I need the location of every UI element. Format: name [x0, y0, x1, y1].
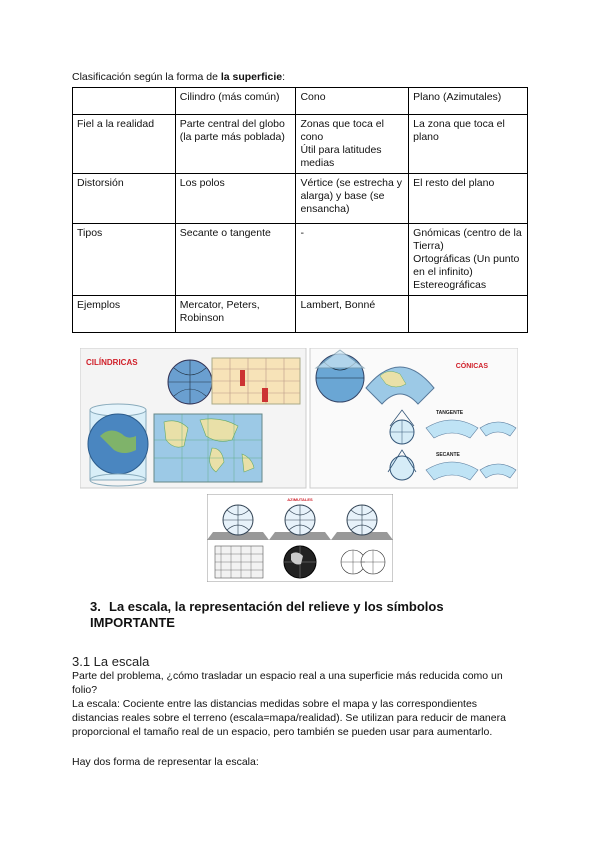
classification-table — [72, 87, 528, 333]
table-cell: Distorsión — [73, 174, 176, 224]
section-number: 3. — [90, 599, 101, 614]
table-header-cell: Cilindro (más común) — [175, 88, 296, 115]
gnomonic-map — [215, 546, 263, 578]
table-cell — [409, 296, 528, 333]
table-cell: - — [296, 224, 409, 296]
table-cell: Secante o tangente — [175, 224, 296, 296]
table-header-cell: Cono — [296, 88, 409, 115]
section-title: La escala, la representación del relieve y los símbolos IMPORTANTE — [90, 599, 444, 630]
orthographic-map — [284, 546, 316, 578]
table-cell: Fiel a la realidad — [73, 115, 176, 174]
tangent-label: TANGENTE — [436, 410, 464, 416]
secant-label: SECANTE — [436, 452, 460, 458]
paragraph: Hay dos forma de representar la escala: — [72, 756, 259, 768]
conical-title: CÓNICAS — [455, 363, 488, 370]
table-header-cell: Plano (Azimutales) — [409, 88, 528, 115]
intro-bold: la superficie — [220, 71, 283, 83]
table-row — [73, 296, 528, 333]
small-globe-illustration — [168, 360, 212, 404]
azimuthal-title: AZIMUTALES — [287, 497, 313, 502]
intro-line — [72, 71, 285, 83]
table-cell: Vértice (se estrecha y alarga) y base (se ensancha) — [296, 174, 409, 224]
table-cell: Mercator, Peters, Robinson — [175, 296, 296, 333]
table-cell: Tipos — [73, 224, 176, 296]
table-cell: Zonas que toca el cono Útil para latitudes medias — [296, 115, 409, 174]
intro-suffix: : — [282, 71, 286, 83]
world-map-illustration — [154, 414, 262, 482]
table-row — [73, 224, 528, 296]
section-heading — [90, 599, 490, 631]
table-row — [73, 174, 528, 224]
cylindrical-panel — [80, 348, 306, 488]
table-header-row — [73, 88, 528, 115]
cylindrical-title: CILÍNDRICAS — [86, 358, 138, 367]
grid-illustration — [212, 358, 300, 404]
subsection-heading: 3.1 La escala — [72, 654, 150, 669]
table-cell: Gnómicas (centro de la Tierra) Ortográficas (Un punto en el infinito) Estereográficas — [409, 224, 528, 296]
table-cell: Ejemplos — [73, 296, 176, 333]
conical-panel — [310, 348, 518, 488]
cylinder-illustration — [88, 404, 148, 486]
paragraph: Parte del problema, ¿cómo trasladar un espacio real a una superficie más reducida como un folio? — [72, 670, 503, 696]
table-cell: Lambert, Bonné — [296, 296, 409, 333]
table-cell: Los polos — [175, 174, 296, 224]
table-row — [73, 115, 528, 174]
table-header-cell — [73, 88, 176, 115]
projection-figures — [80, 348, 518, 490]
paragraph: La escala: Cociente entre las distancias medidas sobre el mapa y las correspondientes distancias reales sobre el terreno (escala=mapa/realidad). Se utilizan para reducir de manera proporcional el tamaño real de un espacio, pero también se pueden usar para aumentarlo. — [72, 698, 506, 738]
table-cell: Parte central del globo (la parte más poblada) — [175, 115, 296, 174]
table-cell: El resto del plano — [409, 174, 528, 224]
intro-prefix: Clasificación según la forma de — [72, 71, 221, 83]
azimuthal-figure — [207, 494, 393, 582]
table-cell: La zona que toca el plano — [409, 115, 528, 174]
